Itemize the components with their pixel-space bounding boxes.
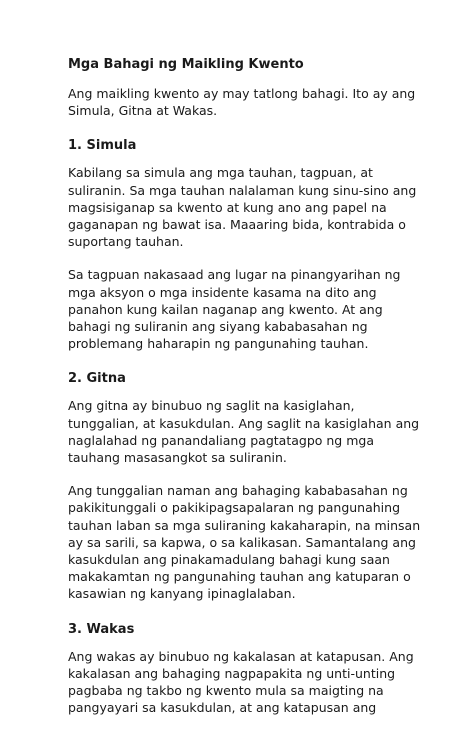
gitna-paragraph-1: Ang gitna ay binubuo ng saglit na kasiglahan, tunggalian, at kasukdulan. Ang saglit na kasiglahan ang naglalahad ng panandaliang pagtatagpo ng mga tauhang masasangkot sa suliranin.	[68, 398, 420, 466]
section-heading-simula: 1. Simula	[68, 138, 137, 154]
gitna-paragraph-2: Ang tunggalian naman ang bahaging kababasahan ng pakikitunggali o pakikipagsapalaran ng pangunahing tauhan laban sa mga suliraning kakaharapin, na minsan ay sa sarili, sa kapwa, o sa kalikasan. Samantalang ang kasukdulan ang pinakamadulang bahagi kung saan makakamtan ng pangunahing tauhan ang katuparan o kasawian ng kanyang ipinaglalaban.	[68, 483, 421, 602]
intro-paragraph: Ang maikling kwento ay may tatlong bahagi. Ito ay ang Simula, Gitna at Wakas.	[68, 86, 416, 119]
section-heading-wakas: 3. Wakas	[68, 621, 135, 637]
simula-paragraph-1: Kabilang sa simula ang mga tauhan, tagpuan, at suliranin. Sa mga tauhan nalalaman kung sinu-sino ang magsisiganap sa kwento at kung ano ang papel na gaganapan ng bawat isa. Maaaring bida, kontrabida o suportang tauhan.	[68, 165, 417, 250]
section-wakas	[68, 621, 424, 717]
section-gitna	[68, 370, 424, 602]
wakas-paragraph-1: Ang wakas ay binubuo ng kakalasan at katapusan. Ang kakalasan ang bahaging nagpapakita ng unti-unting pagbaba ng takbo ng kwento mula sa maigting na pangyayari sa kasukdulan, at ang katapusan ang	[68, 648, 414, 716]
document-page	[68, 56, 424, 732]
document-title: Mga Bahagi ng Maikling Kwento	[68, 57, 304, 72]
section-heading-gitna: 2. Gitna	[68, 371, 126, 387]
simula-paragraph-2: Sa tagpuan nakasaad ang lugar na pinangyarihan ng mga aksyon o mga insidente kasama na dito ang panahon kung kailan naganap ang kwento. At ang bahagi ng suliranin ang siyang kababasahan ng problemang haharapin ng pangunahing tauhan.	[68, 267, 401, 352]
section-simula	[68, 137, 424, 352]
